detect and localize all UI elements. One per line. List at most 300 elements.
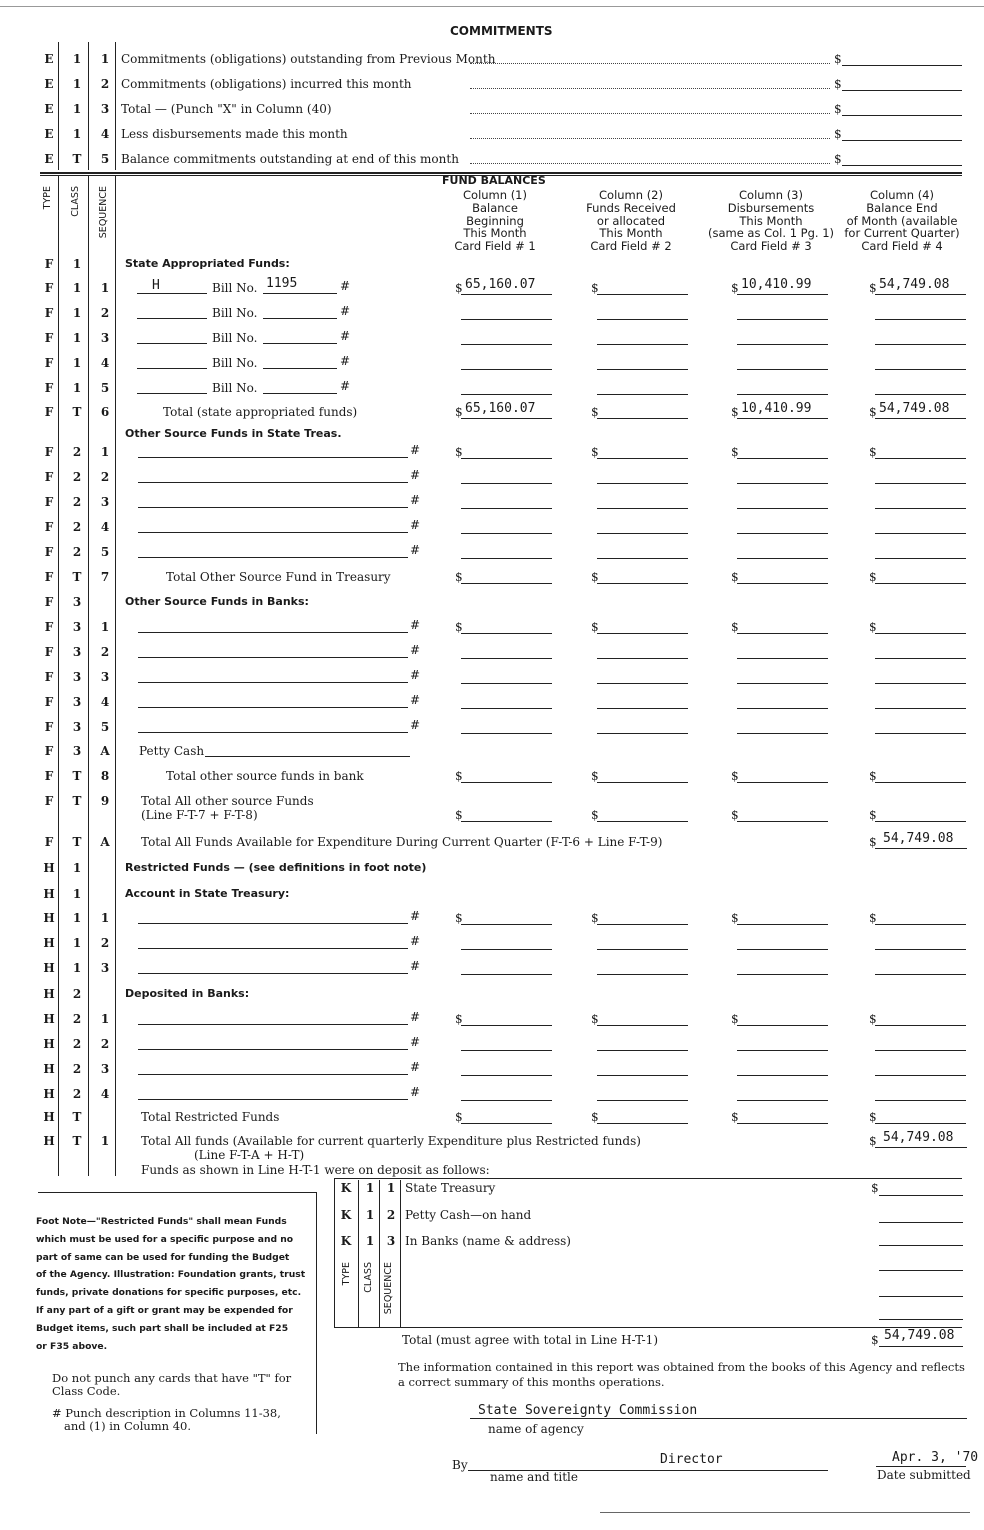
dollar-sign: $ — [869, 1110, 877, 1124]
fund-code: F — [44, 445, 54, 459]
dollar-sign: $ — [455, 445, 463, 459]
commitment-code: E — [44, 127, 54, 141]
commitment-amount-line — [842, 65, 962, 66]
fund-code: F — [44, 356, 54, 370]
fund-balances-title: FUND BALANCES — [442, 174, 546, 187]
fund-code: F — [44, 695, 54, 709]
column-2-header: This Month — [599, 226, 663, 241]
fund-code: H — [43, 1062, 55, 1076]
amount-line-col3 — [737, 633, 828, 634]
dollar-sign: $ — [834, 77, 842, 91]
amount-line-col1 — [461, 369, 552, 370]
deposit-amount-line — [879, 1270, 963, 1271]
dollar-sign: $ — [591, 769, 599, 783]
fund-code: 4 — [100, 695, 110, 709]
amount-line-col3 — [737, 782, 828, 783]
amount-col4: 54,749.08 — [879, 401, 950, 416]
fund-code: 2 — [72, 495, 82, 509]
column-4-header: of Month (available — [846, 213, 958, 228]
dollar-sign: $ — [455, 620, 463, 634]
amount-line-col3 — [737, 344, 828, 345]
fund-code: F — [44, 670, 54, 684]
dollar-sign: $ — [731, 620, 739, 634]
description-line — [138, 948, 408, 949]
amount-line-col3 — [737, 1100, 828, 1101]
hash-mark: # — [410, 934, 421, 948]
amount-line-col2 — [597, 658, 688, 659]
commitment-leader — [470, 88, 830, 89]
fund-code: F — [44, 645, 54, 659]
footnote-line: part of same can be used for funding the Budget — [36, 1251, 290, 1263]
dollar-sign: $ — [731, 570, 739, 584]
amount-col1: 65,160.07 — [465, 277, 536, 292]
column-1-header: Card Field # 1 — [454, 239, 536, 254]
section-heading: Other Source Funds in State Treas. — [125, 427, 342, 440]
commitment-code: 1 — [72, 127, 82, 141]
dollar-sign: $ — [591, 911, 599, 925]
fund-code: H — [43, 911, 55, 925]
fund-code: 2 — [100, 645, 110, 659]
dollar-sign: $ — [591, 808, 599, 822]
dollar-sign: $ — [591, 445, 599, 459]
amount-line-col2 — [597, 458, 688, 459]
dollar-sign: $ — [869, 445, 877, 459]
amount-line-col4 — [875, 821, 966, 822]
amount-line-col1 — [461, 1050, 552, 1051]
description-line — [137, 343, 207, 344]
fund-code: F — [44, 257, 54, 271]
deposit-code: 1 — [365, 1208, 375, 1222]
dollar-sign: $ — [591, 620, 599, 634]
bill-label: Bill No. — [212, 356, 258, 370]
punch-note: Do not punch any cards that have "T" for — [52, 1371, 292, 1385]
hash-mark: # — [410, 468, 421, 482]
date-caption: Date submitted — [877, 1468, 971, 1482]
bill-label: Bill No. — [212, 331, 258, 345]
fund-code: 1 — [72, 861, 82, 875]
commitment-label: Balance commitments outstanding at end of this month — [121, 152, 459, 166]
row-label: Petty Cash — [139, 744, 205, 758]
amount-line-col2 — [597, 508, 688, 509]
description-line — [138, 632, 408, 633]
commitment-amount-line — [842, 115, 962, 116]
code-divider — [88, 176, 89, 1176]
amount-line-col2 — [597, 708, 688, 709]
certification-text: a correct summary of this months operations. — [398, 1375, 665, 1389]
description-line — [138, 1024, 408, 1025]
footnote-line: funds, private donations for specific purposes, etc. — [36, 1287, 302, 1299]
description-line — [205, 756, 410, 757]
amount-line-col1 — [461, 583, 552, 584]
amount-line-col4 — [875, 458, 966, 459]
hash-mark: # — [410, 618, 421, 632]
fund-code: 7 — [100, 570, 110, 584]
amount-line-col1 — [461, 418, 552, 419]
dollar-sign: $ — [455, 911, 463, 925]
commitment-label: Commitments (obligations) outstanding from Previous Month — [121, 52, 496, 66]
fund-code: F — [44, 545, 54, 559]
amount-line-col4 — [875, 1025, 966, 1026]
amount-col3: 10,410.99 — [741, 277, 812, 292]
amount-line-col1 — [461, 658, 552, 659]
dollar-sign: $ — [591, 405, 599, 419]
section-heading: Account in State Treasury: — [125, 887, 290, 900]
dollar-sign: $ — [834, 102, 842, 116]
fund-code: 1 — [100, 620, 110, 634]
code-header-class: CLASS — [70, 186, 81, 217]
deposit-top-rule — [334, 1178, 962, 1179]
fund-code: 8 — [100, 769, 110, 783]
fund-code: F — [44, 495, 54, 509]
deposit-amount-line — [879, 1222, 963, 1223]
amount-line-col4 — [875, 1050, 966, 1051]
amount-line-col1 — [461, 1025, 552, 1026]
title-value: Director — [660, 1452, 723, 1467]
fund-code: H — [43, 861, 55, 875]
dollar-sign: $ — [455, 1110, 463, 1124]
amount-line-col2 — [597, 558, 688, 559]
code-header-sequence: SEQUENCE — [98, 186, 109, 239]
fund-code: T — [72, 570, 82, 584]
dollar-sign: $ — [731, 769, 739, 783]
code-divider — [58, 42, 59, 170]
row-label: Total Restricted Funds — [141, 1110, 280, 1124]
fund-code: 3 — [72, 670, 82, 684]
fund-code: 2 — [72, 470, 82, 484]
amount-col3: 10,410.99 — [741, 401, 812, 416]
fund-code: H — [43, 961, 55, 975]
description-line — [138, 732, 408, 733]
fund-code: F — [44, 769, 54, 783]
amount-line-col2 — [597, 1075, 688, 1076]
description-line — [138, 707, 408, 708]
dollar-sign: $ — [591, 1012, 599, 1026]
row-label-formula: (Line F-T-A + H-T) — [194, 1148, 305, 1162]
deposit-code: 1 — [365, 1234, 375, 1248]
amount-line-col4 — [875, 344, 966, 345]
dollar-sign: $ — [869, 769, 877, 783]
dollar-sign: $ — [591, 570, 599, 584]
row-label: Total All funds (Available for current quarterly Expenditure plus Restricted funds) — [141, 1134, 641, 1148]
dollar-sign: $ — [834, 52, 842, 66]
fund-code: 4 — [100, 520, 110, 534]
description-line — [137, 318, 207, 319]
commitment-code: 3 — [100, 102, 110, 116]
fund-code: 5 — [100, 545, 110, 559]
dollar-sign: $ — [455, 570, 463, 584]
dollar-sign: $ — [869, 911, 877, 925]
column-2-header: Card Field # 2 — [590, 239, 672, 254]
hash-mark: # — [340, 329, 351, 343]
amount-line-col2 — [597, 1025, 688, 1026]
fund-code: A — [100, 835, 110, 849]
fund-code: 5 — [100, 720, 110, 734]
title-caption: name and title — [490, 1470, 578, 1484]
commitment-amount-line — [842, 165, 962, 166]
fund-code: H — [43, 987, 55, 1001]
amount-line-col3 — [737, 1050, 828, 1051]
deposit-code: K — [340, 1234, 352, 1248]
hash-mark: # — [340, 304, 351, 318]
commitment-amount-line — [842, 140, 962, 141]
hash-mark: # — [340, 379, 351, 393]
bill-number-line — [263, 368, 337, 369]
deposit-left-border — [334, 1178, 335, 1328]
amount-line-col4 — [875, 369, 966, 370]
amount-line-col3 — [737, 658, 828, 659]
dollar-sign: $ — [834, 152, 842, 166]
description-line — [138, 682, 408, 683]
column-3-header: Card Field # 3 — [730, 239, 812, 254]
by-label: By — [452, 1458, 468, 1472]
dollar-sign: $ — [731, 808, 739, 822]
fund-code: H — [43, 1037, 55, 1051]
column-1-header: Beginning — [466, 213, 524, 228]
bill-number-line — [263, 293, 337, 294]
amount-line-col4 — [875, 974, 966, 975]
column-2-header: Column (2) — [599, 188, 663, 202]
amount-line-col1 — [461, 294, 552, 295]
fund-code: 2 — [72, 987, 82, 1001]
description-line — [137, 368, 207, 369]
description-line — [138, 1074, 408, 1075]
amount-line-col1 — [461, 733, 552, 734]
deposit-code: K — [340, 1181, 352, 1195]
fund-code: 2 — [100, 470, 110, 484]
amount-line-col4 — [875, 782, 966, 783]
amount-line-col2 — [597, 683, 688, 684]
code-divider — [58, 176, 59, 1176]
commitment-code: 4 — [100, 127, 110, 141]
column-4-header: Balance End — [866, 200, 938, 215]
amount-line-col2 — [597, 1050, 688, 1051]
hash-mark: # — [410, 1085, 421, 1099]
commitment-code: 2 — [100, 77, 110, 91]
fund-code: F — [44, 620, 54, 634]
top-edge — [0, 6, 984, 7]
column-1-header: Balance — [472, 200, 518, 215]
section-heading: Deposited in Banks: — [125, 987, 250, 1000]
dollar-sign: $ — [455, 769, 463, 783]
fund-code: 1 — [72, 356, 82, 370]
handwritten-bill-number: 1195 — [266, 276, 298, 291]
commitment-leader — [470, 138, 830, 139]
dollar-sign: $ — [869, 835, 877, 849]
column-4-header: Column (4) — [870, 188, 934, 202]
deposit-code-header: SEQUENCE — [383, 1262, 394, 1315]
dollar-sign: $ — [731, 1110, 739, 1124]
fund-code: T — [72, 769, 82, 783]
hash-mark: # — [340, 279, 351, 293]
amount-line-col2 — [597, 733, 688, 734]
fund-code: H — [43, 1134, 55, 1148]
fund-code: T — [72, 1110, 82, 1124]
amount-line-col4 — [875, 394, 966, 395]
amount-line-col3 — [737, 418, 828, 419]
amount-line-col1 — [461, 1123, 552, 1124]
fund-code: 9 — [100, 794, 110, 808]
commitment-leader — [470, 113, 830, 114]
amount-line-col1 — [461, 394, 552, 395]
amount-line-col1 — [461, 782, 552, 783]
dollar-sign: $ — [731, 281, 739, 295]
bottom-edge-smudge — [600, 1512, 970, 1513]
fund-code: 1 — [100, 1012, 110, 1026]
commitment-label: Commitments (obligations) incurred this month — [121, 77, 412, 91]
dollar-sign: $ — [591, 1110, 599, 1124]
hash-mark: # — [410, 1010, 421, 1024]
fund-code: 2 — [72, 1087, 82, 1101]
code-divider — [358, 1180, 359, 1328]
amount-line-col4 — [875, 558, 966, 559]
amount-line-col4 — [875, 1147, 967, 1148]
hash-mark: # — [410, 493, 421, 507]
commitment-label: Total — (Punch "X" in Column (40) — [121, 102, 332, 116]
agency-name-value: State Sovereignty Commission — [478, 1403, 698, 1418]
description-line — [138, 1099, 408, 1100]
dollar-sign: $ — [869, 1012, 877, 1026]
amount-line-col3 — [737, 821, 828, 822]
amount-line-col1 — [461, 558, 552, 559]
amount-line-col3 — [737, 1123, 828, 1124]
fund-code: H — [43, 887, 55, 901]
bill-label: Bill No. — [212, 306, 258, 320]
fund-code: 1 — [72, 911, 82, 925]
amount-line-col3 — [737, 708, 828, 709]
fund-code: H — [43, 936, 55, 950]
section-heading: State Appropriated Funds: — [125, 257, 290, 270]
description-line — [138, 457, 408, 458]
amount-line-col4 — [875, 1123, 966, 1124]
row-label: Total other source funds in bank — [166, 769, 364, 783]
hash-mark: # — [410, 543, 421, 557]
column-3-header: Column (3) — [739, 188, 803, 202]
amount-line-col3 — [737, 319, 828, 320]
amount-line-col1 — [461, 483, 552, 484]
amount-line-col2 — [597, 533, 688, 534]
description-line — [138, 1049, 408, 1050]
footnote-line: Foot Note—"Restricted Funds" shall mean Funds — [36, 1216, 287, 1227]
fund-code: F — [44, 595, 54, 609]
fund-code: 2 — [72, 1062, 82, 1076]
bill-label: Bill No. — [212, 381, 258, 395]
footnote-line: which must be used for a specific purpose and no — [36, 1233, 294, 1245]
amount-line-col4 — [875, 294, 966, 295]
hash-mark: # — [410, 1060, 421, 1074]
fund-code: 3 — [100, 1062, 110, 1076]
fund-code: 1 — [72, 281, 82, 295]
amount-line-col1 — [461, 974, 552, 975]
amount-line-col4 — [875, 483, 966, 484]
amount-line-col3 — [737, 558, 828, 559]
description-line — [137, 293, 207, 294]
fund-code: 3 — [72, 720, 82, 734]
fund-code: 2 — [72, 1037, 82, 1051]
fund-code: F — [44, 281, 54, 295]
amount-line-col4 — [875, 418, 966, 419]
amount-line-col1 — [461, 924, 552, 925]
fund-code: 2 — [72, 445, 82, 459]
fund-code: T — [72, 794, 82, 808]
fund-code: 1 — [100, 445, 110, 459]
deposit-amount-line — [879, 1319, 963, 1320]
amount-line-col1 — [461, 949, 552, 950]
footnote-box-right — [316, 1192, 317, 1434]
fund-code: 6 — [100, 405, 110, 419]
footnote-line: or F35 above. — [36, 1340, 108, 1352]
description-line — [138, 973, 408, 974]
hash-mark: # — [410, 443, 421, 457]
amount-line-col3 — [737, 583, 828, 584]
fund-code: 2 — [100, 306, 110, 320]
row-label: Total All Funds Available for Expenditure During Current Quarter (F-T-6 + Line F-T-9) — [141, 835, 663, 849]
footnote-box-top — [38, 1192, 316, 1193]
agency-name-caption: name of agency — [488, 1422, 584, 1436]
fund-code: 3 — [100, 495, 110, 509]
fund-code: F — [44, 405, 54, 419]
amount-line-col3 — [737, 1075, 828, 1076]
deposit-code: 1 — [365, 1181, 375, 1195]
description-line — [138, 507, 408, 508]
row-label: Total (state appropriated funds) — [163, 405, 358, 419]
column-3-header: This Month — [739, 213, 803, 228]
deposit-amount-line — [879, 1245, 963, 1246]
commitment-code: E — [44, 152, 54, 166]
deposit-code: K — [340, 1208, 352, 1222]
hash-mark: # — [410, 909, 421, 923]
amount-line-col4 — [875, 708, 966, 709]
amount-line-col4 — [875, 319, 966, 320]
hash-mark: # — [410, 959, 421, 973]
column-4-header: Card Field # 4 — [861, 239, 943, 254]
deposit-bottom-rule — [334, 1327, 962, 1328]
column-4-header: for Current Quarter) — [844, 226, 960, 241]
handwritten-prefix: H — [152, 278, 160, 293]
code-header-type: TYPE — [42, 186, 53, 210]
amount-line-col4 — [875, 924, 966, 925]
fund-code: F — [44, 381, 54, 395]
deposit-code: 2 — [386, 1208, 396, 1222]
commitment-leader — [470, 63, 830, 64]
bill-label: Bill No. — [212, 281, 258, 295]
amount-line-col1 — [461, 319, 552, 320]
fund-code: F — [44, 794, 54, 808]
hash-mark: # — [410, 1035, 421, 1049]
date-line — [876, 1466, 966, 1467]
deposit-code: 1 — [386, 1181, 396, 1195]
amount-line-col2 — [597, 369, 688, 370]
fund-code: T — [72, 835, 82, 849]
fund-code: 3 — [100, 331, 110, 345]
amount-line-col3 — [737, 458, 828, 459]
commitment-code: E — [44, 77, 54, 91]
fund-code: 3 — [100, 670, 110, 684]
amount-line-col1 — [461, 533, 552, 534]
amount-line-col2 — [597, 483, 688, 484]
amount-line-col4 — [875, 1075, 966, 1076]
amount-line-col2 — [597, 1100, 688, 1101]
fund-code: F — [44, 331, 54, 345]
footnote-line: of the Agency. Illustration: Foundation grants, trust — [36, 1269, 306, 1281]
commitments-title: COMMITMENTS — [450, 24, 553, 38]
dollar-sign: $ — [871, 1333, 879, 1347]
fund-code: 2 — [100, 1037, 110, 1051]
amount-line-col4 — [875, 848, 967, 849]
fund-code: 1 — [72, 887, 82, 901]
amount-line-col1 — [461, 821, 552, 822]
fund-code: 1 — [100, 1134, 110, 1148]
fund-code: 2 — [72, 520, 82, 534]
